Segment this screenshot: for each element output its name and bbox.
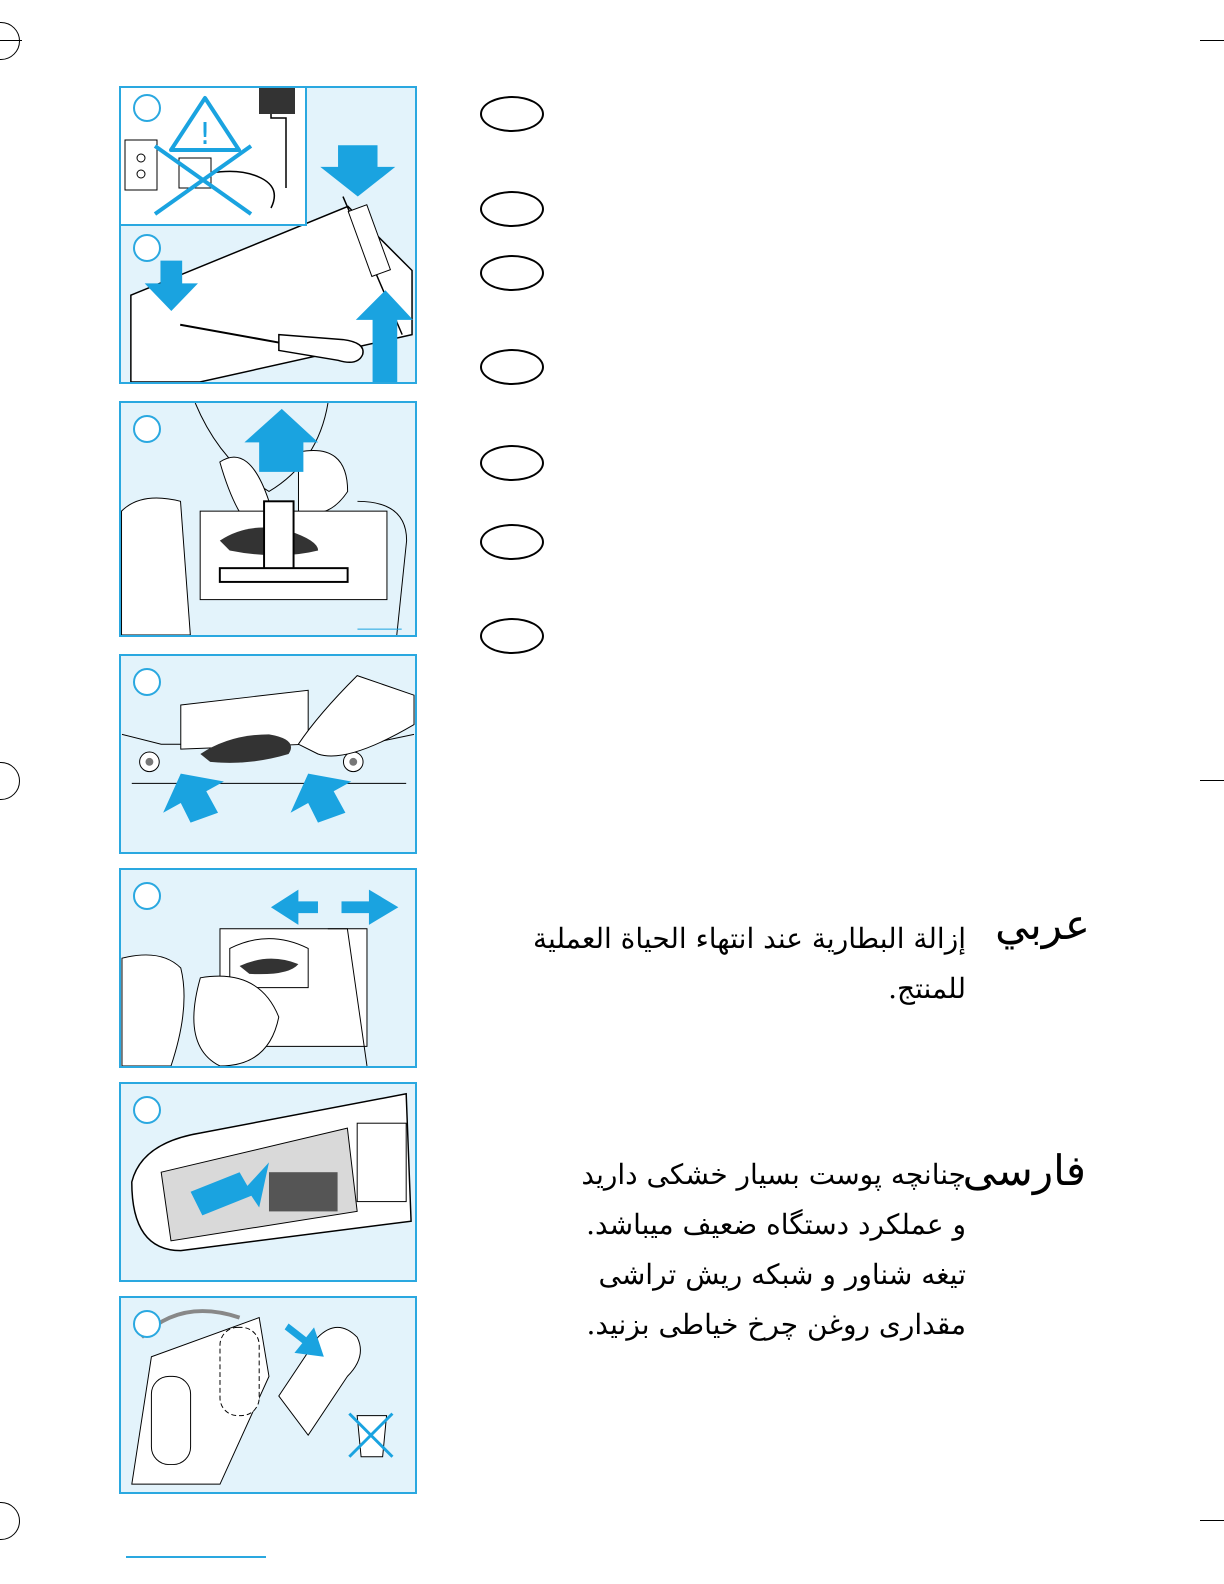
crop-mark-bottom-right xyxy=(1200,1520,1224,1521)
language-oval xyxy=(480,191,544,227)
step-marker-4 xyxy=(133,668,161,696)
slide-frame-icon xyxy=(121,870,415,1066)
arabic-line-1: إزالة البطارية عند انتهاء الحياة العملية xyxy=(533,922,966,955)
farsi-paragraph xyxy=(480,1150,966,1350)
dispose-battery-icon xyxy=(121,1298,415,1492)
registration-mark-top-left xyxy=(0,22,20,60)
step-marker-5 xyxy=(133,882,161,910)
illustration-panel-6 xyxy=(119,1082,417,1282)
language-oval xyxy=(480,96,544,132)
farsi-line-3: تیغه شناور و شبکه ریش تراشی xyxy=(598,1258,966,1291)
registration-mark-bottom-left xyxy=(0,1502,20,1540)
language-oval xyxy=(480,349,544,385)
remove-board-icon xyxy=(121,1084,415,1280)
arabic-paragraph xyxy=(480,914,966,1014)
illustration-panel-7 xyxy=(119,1296,417,1494)
language-oval xyxy=(480,445,544,481)
crop-mark-top-right xyxy=(1200,40,1224,41)
farsi-line-4: مقداری روغن چرخ خیاطی بزنید. xyxy=(586,1308,966,1341)
illustration-panel-4 xyxy=(119,654,417,854)
illustration-panel-1-2 xyxy=(119,86,417,384)
step-marker-7 xyxy=(133,1310,161,1338)
step-marker-2 xyxy=(133,234,161,262)
farsi-line-2: و عملکرد دستگاه ضعیف میباشد. xyxy=(586,1208,966,1241)
color-bar-bottom xyxy=(126,1556,266,1558)
step-marker-1 xyxy=(133,94,161,122)
language-oval xyxy=(480,618,544,654)
illustration-panel-5 xyxy=(119,868,417,1068)
step-marker-6 xyxy=(133,1096,161,1124)
illustration-panel-3 xyxy=(119,401,417,637)
step-marker-3 xyxy=(133,415,161,443)
press-clips-icon xyxy=(121,656,415,852)
crop-mark-mid-right xyxy=(1200,780,1224,781)
farsi-language-label: فارسی xyxy=(962,1146,1086,1195)
language-oval xyxy=(480,524,544,560)
svg-text:!: ! xyxy=(198,117,212,152)
language-oval xyxy=(480,255,544,291)
registration-mark-mid-left xyxy=(0,762,20,800)
lift-cover-icon xyxy=(121,403,415,635)
farsi-line-1: چنانچه پوست بسیار خشکی دارید xyxy=(581,1158,966,1191)
arabic-line-2: للمنتج. xyxy=(888,972,966,1005)
arabic-language-label: عربي xyxy=(995,900,1090,949)
